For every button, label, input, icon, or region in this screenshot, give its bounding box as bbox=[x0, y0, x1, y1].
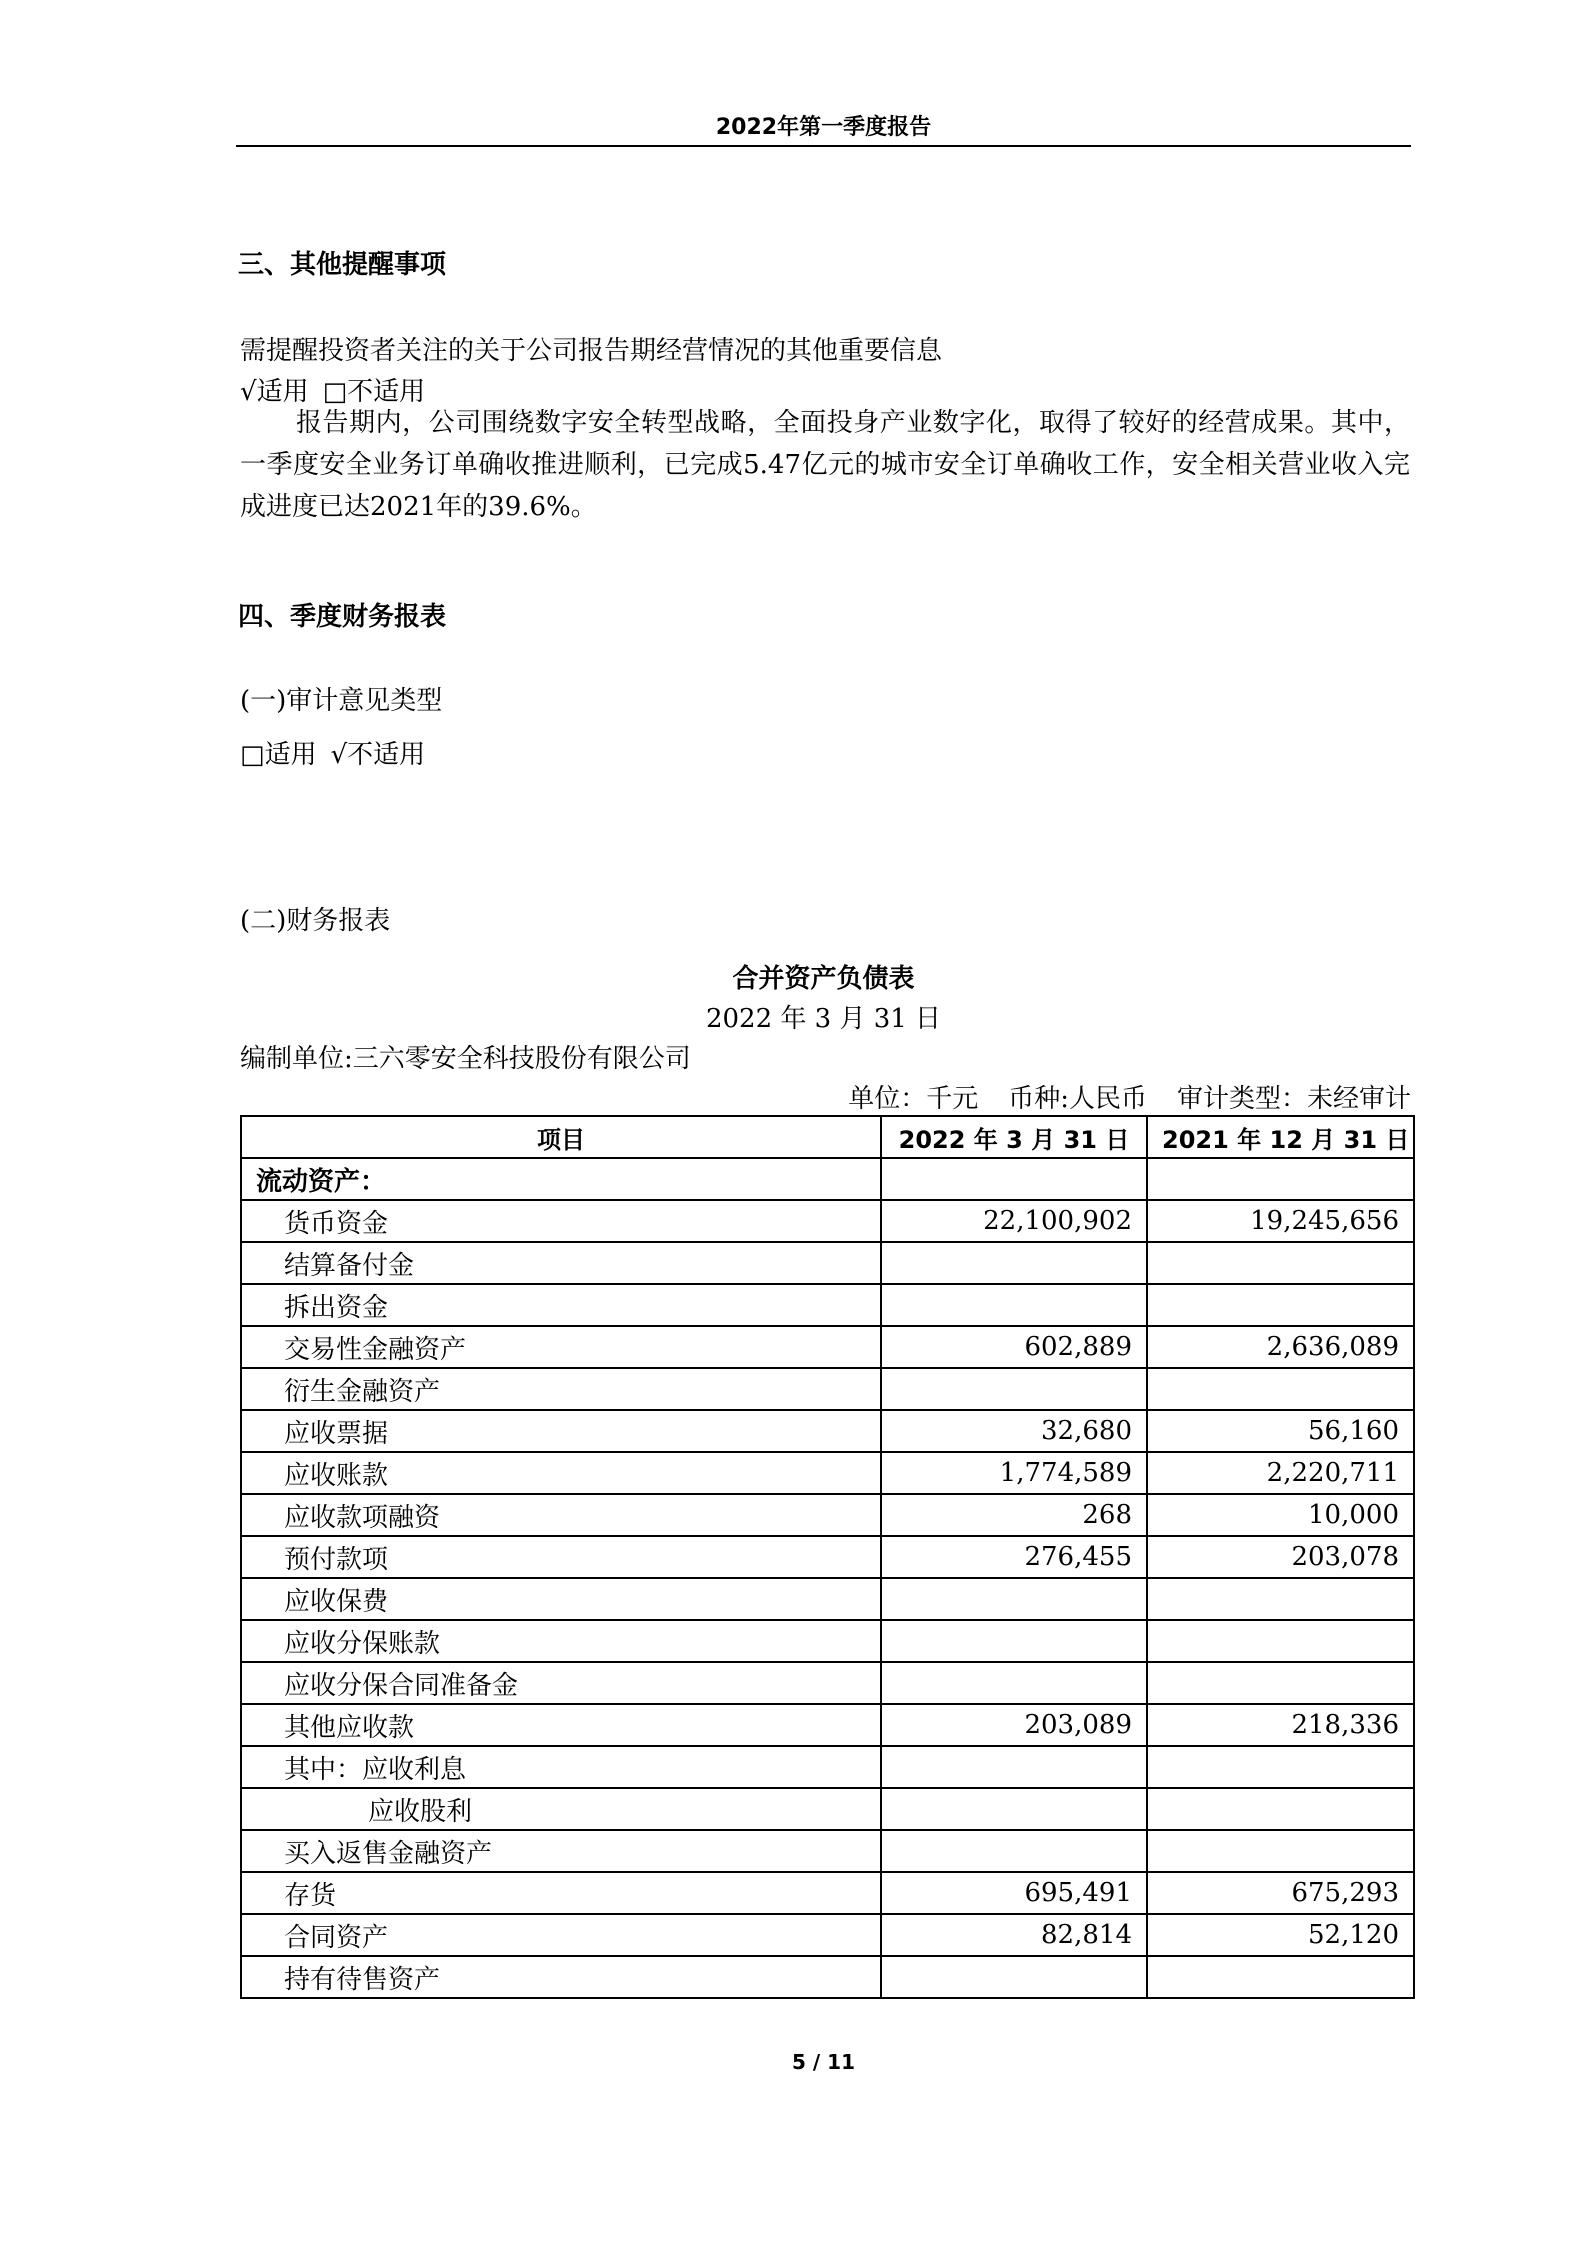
row-item: 应收票据 bbox=[241, 1410, 881, 1452]
balance-sheet-unit-line bbox=[818, 1078, 1411, 1115]
row-item: 买入返售金融资产 bbox=[241, 1830, 881, 1872]
balance-sheet-title: 合并资产负债表 bbox=[732, 964, 915, 994]
row-value-2022 bbox=[881, 1788, 1147, 1830]
row-item: 应收股利 bbox=[241, 1788, 881, 1830]
row-value-2021 bbox=[1147, 1242, 1414, 1284]
table-row bbox=[241, 1158, 1414, 1200]
row-value-2021 bbox=[1147, 1284, 1414, 1326]
row-value-2021: 56,160 bbox=[1147, 1410, 1414, 1452]
row-value-2022: 1,774,589 bbox=[881, 1452, 1147, 1494]
row-value-2022 bbox=[881, 1158, 1147, 1200]
table-row bbox=[241, 1914, 1414, 1956]
report-header-title: 2022年第一季度报告 bbox=[715, 115, 932, 140]
row-item: 其中：应收利息 bbox=[241, 1746, 881, 1788]
row-value-2022: 82,814 bbox=[881, 1914, 1147, 1956]
column-header-2022-03-31: 2022 年 3 月 31 日 bbox=[881, 1116, 1147, 1158]
row-value-2021: 203,078 bbox=[1147, 1536, 1414, 1578]
row-item: 货币资金 bbox=[241, 1200, 881, 1242]
table-row bbox=[241, 1662, 1414, 1704]
option-not-applicable-unchecked: □不适用 bbox=[322, 377, 426, 407]
table-row bbox=[241, 1494, 1414, 1536]
row-item: 应收分保合同准备金 bbox=[241, 1662, 881, 1704]
row-value-2021: 10,000 bbox=[1147, 1494, 1414, 1536]
section-3-intro: 需提醒投资者关注的关于公司报告期经营情况的其他重要信息 bbox=[240, 336, 943, 366]
row-item: 应收分保账款 bbox=[241, 1620, 881, 1662]
row-value-2021: 675,293 bbox=[1147, 1872, 1414, 1914]
row-value-2022: 32,680 bbox=[881, 1410, 1147, 1452]
balance-sheet-date: 2022 年 3 月 31 日 bbox=[705, 1004, 942, 1034]
row-value-2022 bbox=[881, 1662, 1147, 1704]
row-value-2021 bbox=[1147, 1956, 1414, 1998]
section-4-heading: 四、季度财务报表 bbox=[238, 602, 447, 632]
row-value-2021 bbox=[1147, 1830, 1414, 1872]
table-row bbox=[241, 1620, 1414, 1662]
table-row bbox=[241, 1536, 1414, 1578]
table-row bbox=[241, 1872, 1414, 1914]
row-value-2021: 2,220,711 bbox=[1147, 1452, 1414, 1494]
row-value-2022: 268 bbox=[881, 1494, 1147, 1536]
row-value-2022 bbox=[881, 1746, 1147, 1788]
table-row bbox=[241, 1830, 1414, 1872]
column-header-2021-12-31: 2021 年 12 月 31 日 bbox=[1147, 1116, 1414, 1158]
table-row bbox=[241, 1284, 1414, 1326]
balance-sheet-company: 编制单位:三六零安全科技股份有限公司 bbox=[240, 1044, 691, 1074]
table-row bbox=[241, 1746, 1414, 1788]
row-value-2021: 52,120 bbox=[1147, 1914, 1414, 1956]
row-item: 其他应收款 bbox=[241, 1704, 881, 1746]
row-item: 合同资产 bbox=[241, 1914, 881, 1956]
row-item: 流动资产： bbox=[241, 1158, 881, 1200]
option-applicable-checked: √适用 bbox=[240, 377, 309, 407]
audit-opinion-options bbox=[240, 734, 425, 771]
row-value-2022: 602,889 bbox=[881, 1326, 1147, 1368]
balance-sheet-table bbox=[240, 1115, 1415, 1999]
table-row bbox=[241, 1452, 1414, 1494]
row-value-2021 bbox=[1147, 1662, 1414, 1704]
audit-option-applicable-unchecked: □适用 bbox=[240, 740, 317, 770]
row-value-2021 bbox=[1147, 1620, 1414, 1662]
row-item: 存货 bbox=[241, 1872, 881, 1914]
row-value-2022: 22,100,902 bbox=[881, 1200, 1147, 1242]
row-item: 拆出资金 bbox=[241, 1284, 881, 1326]
table-row bbox=[241, 1200, 1414, 1242]
row-value-2021: 19,245,656 bbox=[1147, 1200, 1414, 1242]
table-row bbox=[241, 1326, 1414, 1368]
row-item: 持有待售资产 bbox=[241, 1956, 881, 1998]
row-value-2021: 218,336 bbox=[1147, 1704, 1414, 1746]
row-value-2022: 695,491 bbox=[881, 1872, 1147, 1914]
row-value-2022: 203,089 bbox=[881, 1704, 1147, 1746]
row-value-2021 bbox=[1147, 1158, 1414, 1200]
row-value-2021 bbox=[1147, 1746, 1414, 1788]
currency-label: 币种:人民币 bbox=[1008, 1084, 1147, 1114]
table-header-row bbox=[241, 1116, 1414, 1158]
row-value-2021 bbox=[1147, 1368, 1414, 1410]
page-number: 5 / 11 bbox=[792, 2050, 855, 2074]
row-item: 结算备付金 bbox=[241, 1242, 881, 1284]
row-value-2022 bbox=[881, 1830, 1147, 1872]
row-value-2022 bbox=[881, 1578, 1147, 1620]
table-row bbox=[241, 1956, 1414, 1998]
row-value-2022 bbox=[881, 1368, 1147, 1410]
table-row bbox=[241, 1410, 1414, 1452]
section-3-paragraph: 报告期内，公司围绕数字安全转型战略，全面投身产业数字化，取得了较好的经营成果。其中，一季度安全业务订单确收推进顺利，已完成5.47亿元的城市安全订单确收工作，安全相关营业收入完成进度已达2021年的39.6%。 bbox=[240, 408, 1410, 522]
row-item: 衍生金融资产 bbox=[241, 1368, 881, 1410]
audit-option-not-applicable-checked: √不适用 bbox=[330, 740, 426, 770]
row-item: 交易性金融资产 bbox=[241, 1326, 881, 1368]
unit-label: 单位：千元 bbox=[848, 1084, 979, 1114]
row-value-2022 bbox=[881, 1956, 1147, 1998]
row-item: 应收账款 bbox=[241, 1452, 881, 1494]
table-row bbox=[241, 1788, 1414, 1830]
row-value-2022: 276,455 bbox=[881, 1536, 1147, 1578]
table-row bbox=[241, 1368, 1414, 1410]
section-3-heading: 三、其他提醒事项 bbox=[238, 250, 447, 280]
table-row bbox=[241, 1704, 1414, 1746]
row-item: 应收款项融资 bbox=[241, 1494, 881, 1536]
row-value-2022 bbox=[881, 1620, 1147, 1662]
row-value-2022 bbox=[881, 1242, 1147, 1284]
row-value-2021 bbox=[1147, 1788, 1414, 1830]
row-value-2021 bbox=[1147, 1578, 1414, 1620]
row-item: 预付款项 bbox=[241, 1536, 881, 1578]
table-row bbox=[241, 1242, 1414, 1284]
row-item: 应收保费 bbox=[241, 1578, 881, 1620]
row-value-2021: 2,636,089 bbox=[1147, 1326, 1414, 1368]
header-divider bbox=[236, 145, 1411, 147]
financial-statements-title: (二)财务报表 bbox=[240, 906, 391, 936]
table-row bbox=[241, 1578, 1414, 1620]
column-header-item: 项目 bbox=[241, 1116, 881, 1158]
audit-type-label: 审计类型：未经审计 bbox=[1176, 1084, 1411, 1114]
row-value-2022 bbox=[881, 1284, 1147, 1326]
audit-opinion-title: (一)审计意见类型 bbox=[240, 686, 443, 716]
